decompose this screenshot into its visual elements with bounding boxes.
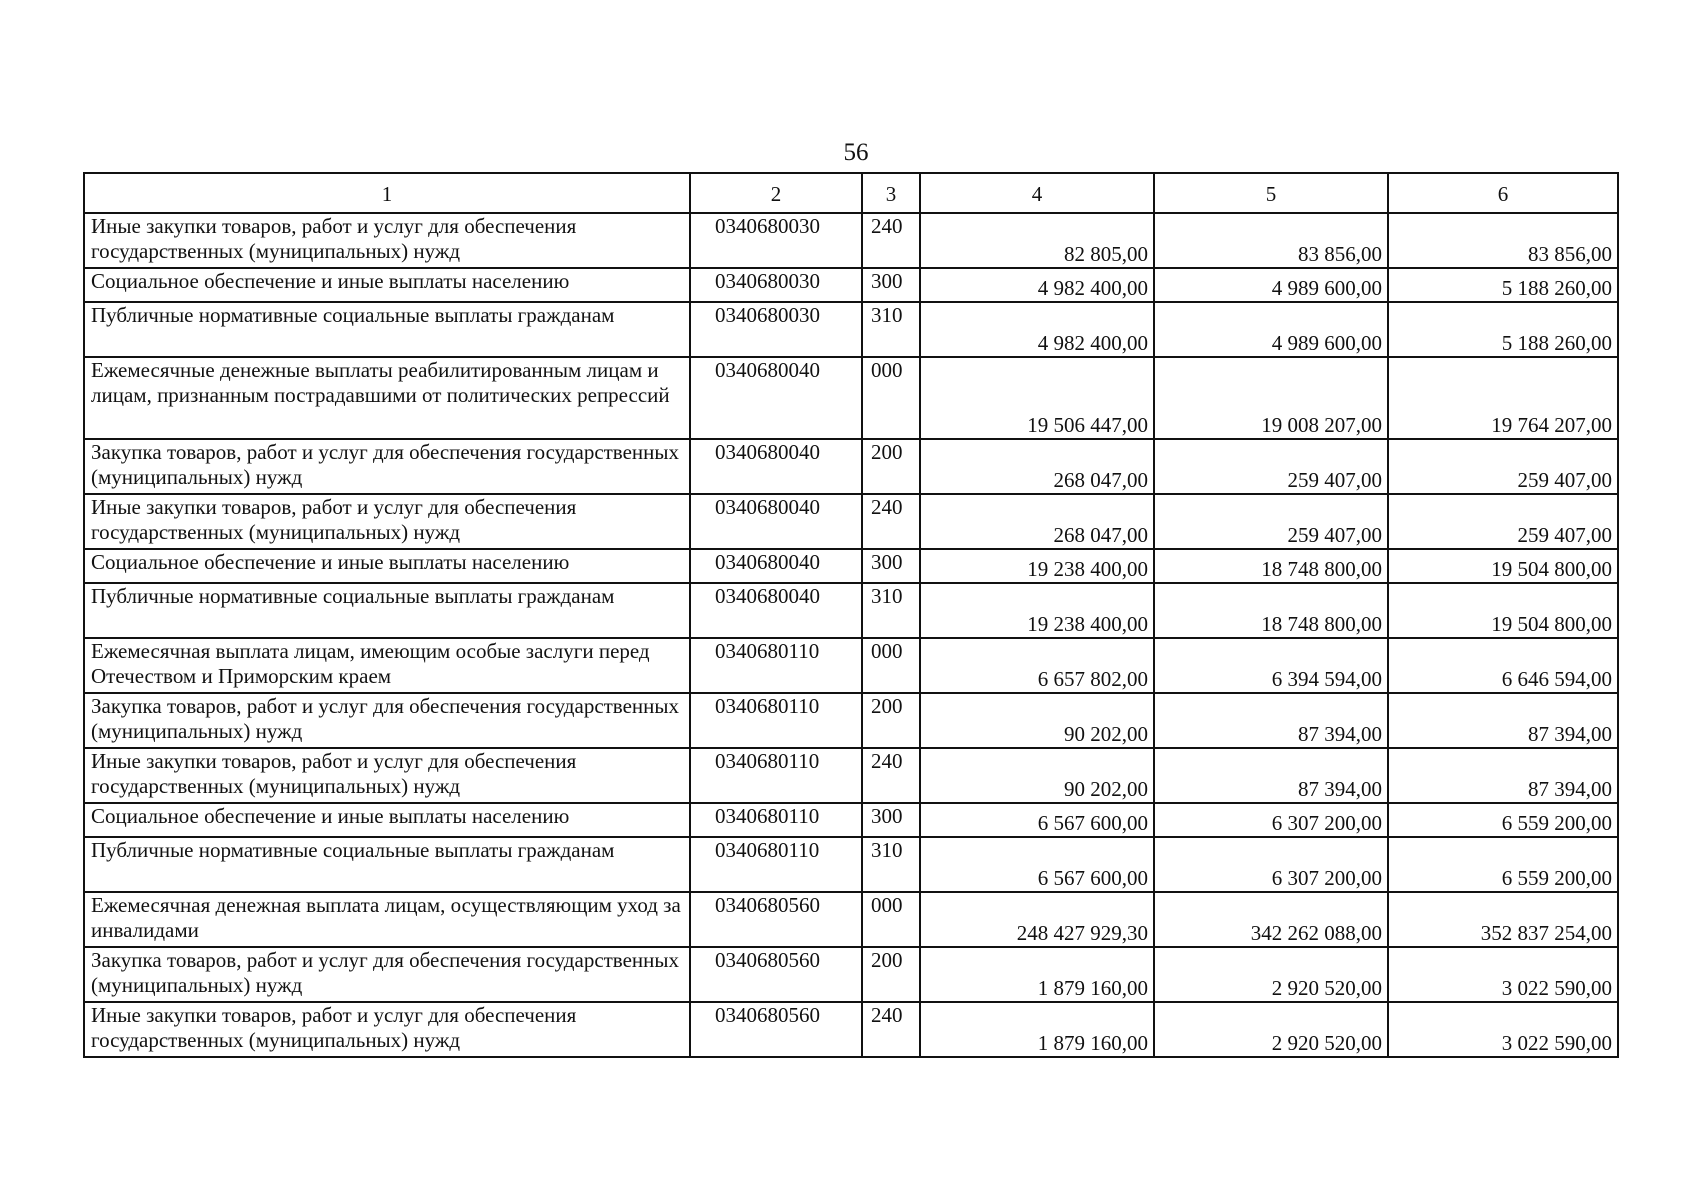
row-amount-col5: 18 748 800,00 bbox=[1154, 549, 1388, 583]
table-row bbox=[84, 803, 1618, 837]
row-amount-col5: 6 394 594,00 bbox=[1154, 638, 1388, 693]
row-amount-col5: 19 008 207,00 bbox=[1154, 357, 1388, 439]
table-row bbox=[84, 268, 1618, 302]
row-code: 0340680560 bbox=[690, 1002, 862, 1057]
table-header-row bbox=[84, 173, 1618, 213]
row-amount-col6: 19 764 207,00 bbox=[1388, 357, 1618, 439]
row-code: 0340680030 bbox=[690, 213, 862, 268]
row-amount-col6: 19 504 800,00 bbox=[1388, 549, 1618, 583]
row-name: Иные закупки товаров, работ и услуг для обеспечения государственных (муниципальных) нужд bbox=[84, 748, 690, 803]
table-row bbox=[84, 213, 1618, 268]
row-type: 000 bbox=[862, 638, 920, 693]
row-code: 0340680040 bbox=[690, 357, 862, 439]
row-amount-col4: 19 238 400,00 bbox=[920, 583, 1154, 638]
row-amount-col4: 248 427 929,30 bbox=[920, 892, 1154, 947]
row-amount-col6: 352 837 254,00 bbox=[1388, 892, 1618, 947]
row-type: 200 bbox=[862, 693, 920, 748]
row-type: 000 bbox=[862, 892, 920, 947]
row-type: 300 bbox=[862, 803, 920, 837]
row-amount-col6: 6 559 200,00 bbox=[1388, 803, 1618, 837]
row-amount-col6: 3 022 590,00 bbox=[1388, 1002, 1618, 1057]
row-type: 240 bbox=[862, 748, 920, 803]
row-type: 300 bbox=[862, 549, 920, 583]
table-row bbox=[84, 748, 1618, 803]
row-amount-col4: 4 982 400,00 bbox=[920, 268, 1154, 302]
row-name: Закупка товаров, работ и услуг для обеспечения государственных (муниципальных) нужд bbox=[84, 693, 690, 748]
row-type: 240 bbox=[862, 213, 920, 268]
row-amount-col5: 259 407,00 bbox=[1154, 494, 1388, 549]
row-code: 0340680040 bbox=[690, 549, 862, 583]
table-row bbox=[84, 638, 1618, 693]
row-amount-col4: 82 805,00 bbox=[920, 213, 1154, 268]
row-amount-col6: 5 188 260,00 bbox=[1388, 302, 1618, 357]
row-code: 0340680030 bbox=[690, 268, 862, 302]
table-row bbox=[84, 693, 1618, 748]
row-amount-col6: 83 856,00 bbox=[1388, 213, 1618, 268]
row-type: 300 bbox=[862, 268, 920, 302]
row-name: Закупка товаров, работ и услуг для обеспечения государственных (муниципальных) нужд bbox=[84, 947, 690, 1002]
row-type: 310 bbox=[862, 302, 920, 357]
row-amount-col5: 87 394,00 bbox=[1154, 693, 1388, 748]
row-name: Ежемесячная выплата лицам, имеющим особые заслуги перед Отечеством и Приморским краем bbox=[84, 638, 690, 693]
row-amount-col5: 4 989 600,00 bbox=[1154, 302, 1388, 357]
row-code: 0340680560 bbox=[690, 892, 862, 947]
row-code: 0340680040 bbox=[690, 494, 862, 549]
table-row bbox=[84, 947, 1618, 1002]
row-code: 0340680110 bbox=[690, 803, 862, 837]
row-type: 200 bbox=[862, 947, 920, 1002]
row-code: 0340680110 bbox=[690, 693, 862, 748]
table-row bbox=[84, 302, 1618, 357]
row-name: Публичные нормативные социальные выплаты гражданам bbox=[84, 583, 690, 638]
page-number: 56 bbox=[843, 139, 869, 166]
row-amount-col5: 6 307 200,00 bbox=[1154, 803, 1388, 837]
row-amount-col4: 90 202,00 bbox=[920, 748, 1154, 803]
row-amount-col5: 2 920 520,00 bbox=[1154, 1002, 1388, 1057]
row-amount-col4: 6 567 600,00 bbox=[920, 837, 1154, 892]
row-amount-col5: 4 989 600,00 bbox=[1154, 268, 1388, 302]
row-code: 0340680040 bbox=[690, 583, 862, 638]
row-name: Социальное обеспечение и иные выплаты населению bbox=[84, 268, 690, 302]
row-amount-col5: 6 307 200,00 bbox=[1154, 837, 1388, 892]
row-amount-col4: 268 047,00 bbox=[920, 494, 1154, 549]
row-amount-col5: 83 856,00 bbox=[1154, 213, 1388, 268]
column-header: 5 bbox=[1154, 173, 1388, 213]
row-amount-col6: 87 394,00 bbox=[1388, 693, 1618, 748]
row-type: 240 bbox=[862, 1002, 920, 1057]
row-amount-col4: 6 567 600,00 bbox=[920, 803, 1154, 837]
row-amount-col4: 1 879 160,00 bbox=[920, 1002, 1154, 1057]
column-header: 2 bbox=[690, 173, 862, 213]
table-row bbox=[84, 494, 1618, 549]
row-code: 0340680040 bbox=[690, 439, 862, 494]
row-name: Ежемесячные денежные выплаты реабилитированным лицам и лицам, признанным пострадавшими от политических репрессий bbox=[84, 357, 690, 439]
row-amount-col4: 6 657 802,00 bbox=[920, 638, 1154, 693]
row-amount-col5: 2 920 520,00 bbox=[1154, 947, 1388, 1002]
row-type: 000 bbox=[862, 357, 920, 439]
row-amount-col4: 19 238 400,00 bbox=[920, 549, 1154, 583]
row-name: Закупка товаров, работ и услуг для обеспечения государственных (муниципальных) нужд bbox=[84, 439, 690, 494]
row-name: Иные закупки товаров, работ и услуг для обеспечения государственных (муниципальных) нужд bbox=[84, 213, 690, 268]
row-amount-col4: 1 879 160,00 bbox=[920, 947, 1154, 1002]
table-row bbox=[84, 583, 1618, 638]
column-header: 3 bbox=[862, 173, 920, 213]
row-amount-col6: 6 646 594,00 bbox=[1388, 638, 1618, 693]
table-row bbox=[84, 439, 1618, 494]
row-amount-col4: 90 202,00 bbox=[920, 693, 1154, 748]
row-code: 0340680110 bbox=[690, 748, 862, 803]
row-amount-col6: 19 504 800,00 bbox=[1388, 583, 1618, 638]
table-row bbox=[84, 357, 1618, 439]
row-code: 0340680030 bbox=[690, 302, 862, 357]
row-amount-col6: 259 407,00 bbox=[1388, 494, 1618, 549]
row-name: Социальное обеспечение и иные выплаты населению bbox=[84, 549, 690, 583]
row-amount-col4: 268 047,00 bbox=[920, 439, 1154, 494]
row-name: Социальное обеспечение и иные выплаты населению bbox=[84, 803, 690, 837]
row-name: Иные закупки товаров, работ и услуг для обеспечения государственных (муниципальных) нужд bbox=[84, 494, 690, 549]
row-name: Ежемесячная денежная выплата лицам, осуществляющим уход за инвалидами bbox=[84, 892, 690, 947]
column-header: 6 bbox=[1388, 173, 1618, 213]
row-amount-col5: 259 407,00 bbox=[1154, 439, 1388, 494]
row-amount-col5: 87 394,00 bbox=[1154, 748, 1388, 803]
column-header: 1 bbox=[84, 173, 690, 213]
row-amount-col6: 259 407,00 bbox=[1388, 439, 1618, 494]
row-type: 310 bbox=[862, 837, 920, 892]
table-row bbox=[84, 1002, 1618, 1057]
row-amount-col6: 87 394,00 bbox=[1388, 748, 1618, 803]
row-type: 240 bbox=[862, 494, 920, 549]
row-amount-col5: 342 262 088,00 bbox=[1154, 892, 1388, 947]
row-amount-col6: 3 022 590,00 bbox=[1388, 947, 1618, 1002]
row-amount-col4: 19 506 447,00 bbox=[920, 357, 1154, 439]
budget-table bbox=[83, 172, 1619, 1058]
row-name: Иные закупки товаров, работ и услуг для обеспечения государственных (муниципальных) нужд bbox=[84, 1002, 690, 1057]
row-code: 0340680110 bbox=[690, 837, 862, 892]
table-row bbox=[84, 837, 1618, 892]
row-amount-col6: 6 559 200,00 bbox=[1388, 837, 1618, 892]
column-header: 4 bbox=[920, 173, 1154, 213]
row-type: 310 bbox=[862, 583, 920, 638]
row-amount-col5: 18 748 800,00 bbox=[1154, 583, 1388, 638]
row-name: Публичные нормативные социальные выплаты гражданам bbox=[84, 837, 690, 892]
row-type: 200 bbox=[862, 439, 920, 494]
row-name: Публичные нормативные социальные выплаты гражданам bbox=[84, 302, 690, 357]
row-amount-col4: 4 982 400,00 bbox=[920, 302, 1154, 357]
row-amount-col6: 5 188 260,00 bbox=[1388, 268, 1618, 302]
table-row bbox=[84, 892, 1618, 947]
row-code: 0340680560 bbox=[690, 947, 862, 1002]
table-row bbox=[84, 549, 1618, 583]
row-code: 0340680110 bbox=[690, 638, 862, 693]
